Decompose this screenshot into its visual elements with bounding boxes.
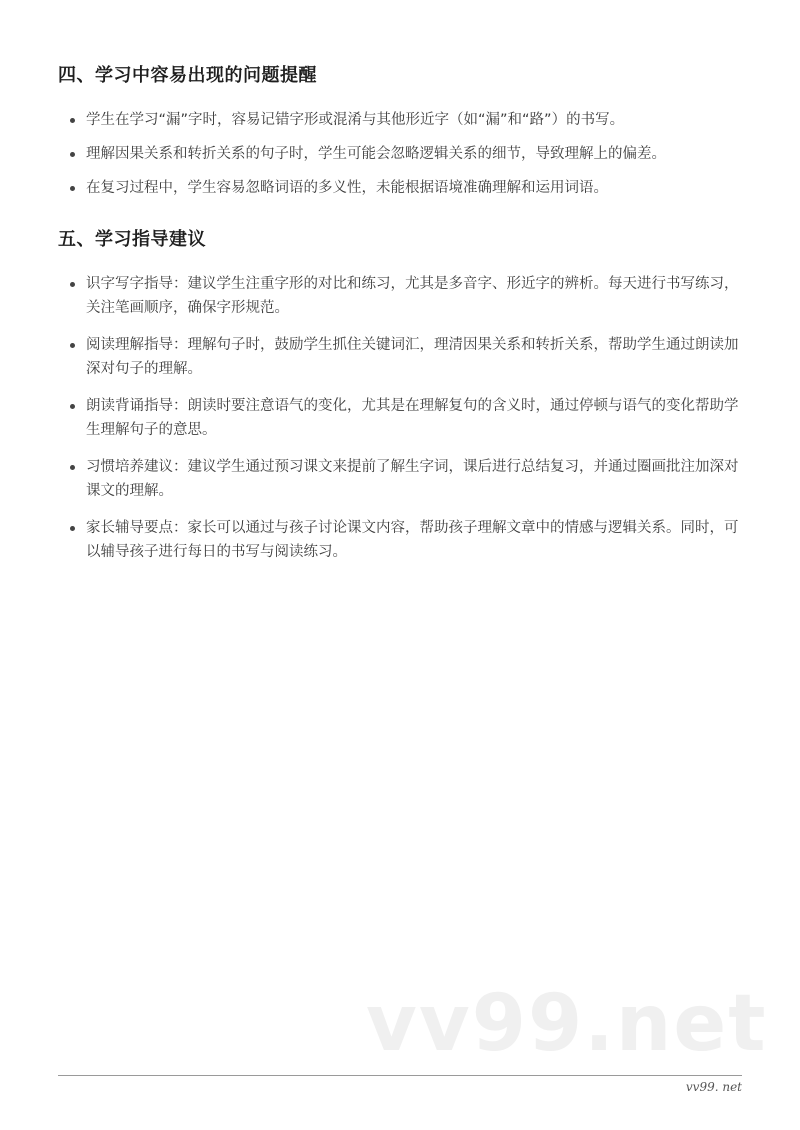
list-item [58, 176, 748, 200]
section-title: 四、学习中容易出现的问题提醒 [58, 65, 317, 86]
list-item [58, 516, 748, 564]
bullet-list [58, 272, 748, 564]
list-item-text: 朗读背诵指导：朗读时要注意语气的变化，尤其是在理解复句的含义时，通过停顿与语气的变化帮助学生理解句子的意思。 [86, 398, 739, 438]
list-item-text: 学生在学习“漏”字时，容易记错字形或混淆与其他形近字（如“漏”和“路”）的书写。 [86, 112, 625, 128]
bullet-dot-icon [70, 152, 75, 157]
section-problems-reminder [58, 64, 748, 210]
bullet-dot-icon [70, 118, 75, 123]
list-item [58, 108, 748, 132]
footer-divider [58, 1075, 742, 1076]
section-study-guidance [58, 228, 748, 577]
list-item-text: 习惯培养建议：建议学生通过预习课文来提前了解生字词，课后进行总结复习，并通过圈画批注加深对课文的理解。 [86, 459, 739, 499]
watermark: vv99.net [366, 979, 768, 1069]
list-item [58, 272, 748, 320]
bullet-dot-icon [70, 282, 75, 287]
bullet-dot-icon [70, 343, 75, 348]
list-item-text: 识字写字指导：建议学生注重字形的对比和练习，尤其是多音字、形近字的辨析。每天进行书写练习，关注笔画顺序，确保字形规范。 [86, 276, 739, 316]
bullet-dot-icon [70, 526, 75, 531]
list-item-text: 阅读理解指导：理解句子时，鼓励学生抓住关键词汇，理清因果关系和转折关系，帮助学生通过朗读加深对句子的理解。 [86, 337, 739, 377]
bullet-dot-icon [70, 404, 75, 409]
list-item [58, 142, 748, 166]
bullet-dot-icon [70, 186, 75, 191]
list-item-text: 家长辅导要点：家长可以通过与孩子讨论课文内容，帮助孩子理解文章中的情感与逻辑关系。同时，可以辅导孩子进行每日的书写与阅读练习。 [86, 520, 739, 560]
list-item-text: 理解因果关系和转折关系的句子时，学生可能会忽略逻辑关系的细节，导致理解上的偏差。 [86, 146, 666, 162]
list-item [58, 394, 748, 442]
list-item [58, 455, 748, 503]
list-item [58, 333, 748, 381]
list-item-text: 在复习过程中，学生容易忽略词语的多义性，未能根据语境准确理解和运用词语。 [86, 180, 608, 196]
footer-site-label: vv99. net [685, 1080, 742, 1094]
bullet-dot-icon [70, 465, 75, 470]
section-title: 五、学习指导建议 [58, 229, 206, 250]
bullet-list [58, 108, 748, 200]
